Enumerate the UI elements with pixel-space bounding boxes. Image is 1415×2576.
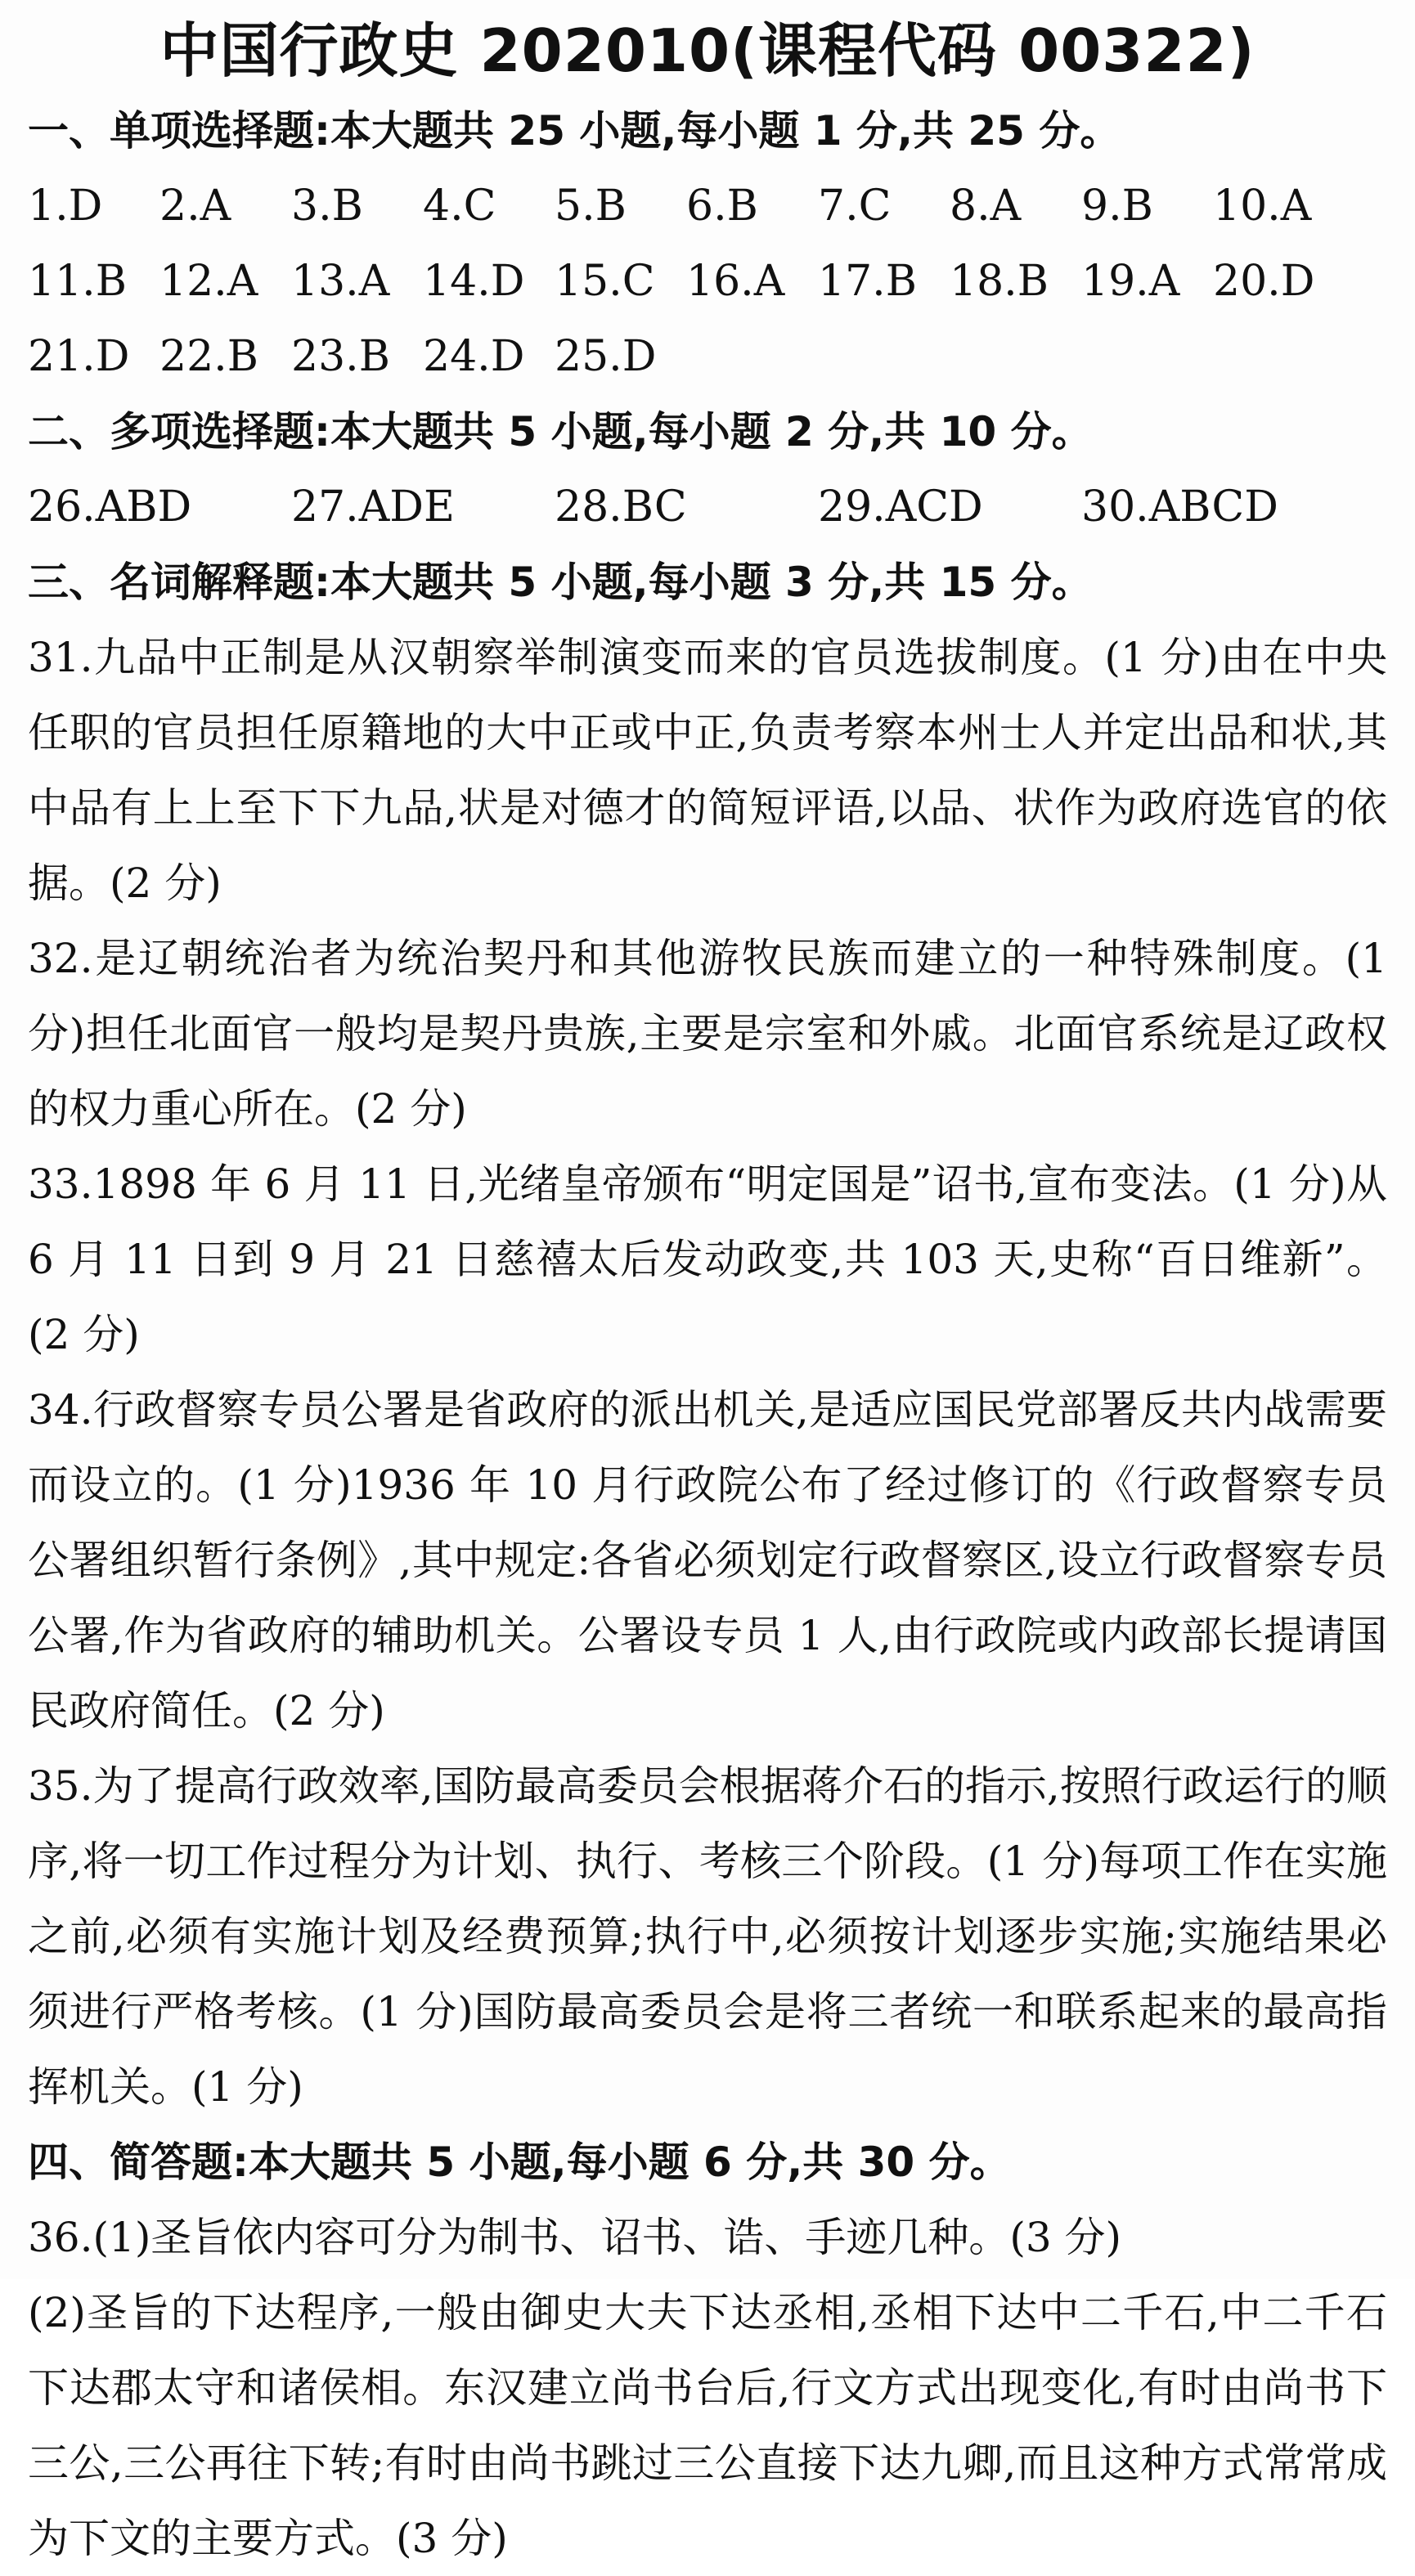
answer-paragraph-32: 32.是辽朝统治者为统治契丹和其他游牧民族而建立的一种特殊制度。(1 分)担任北面官一般均是契丹贵族,主要是宗室和外戚。北面官系统是辽政权的权力重心所在。(2 分) — [28, 935, 1387, 1133]
answer-item: 10.A — [1213, 182, 1312, 231]
answer-row — [28, 244, 1387, 319]
answer-paragraph-35: 35.为了提高行政效率,国防最高委员会根据蒋介石的指示,按照行政运行的顺序,将一切工作过程分为计划、执行、考核三个阶段。(1 分)每项工作在实施之前,必须有实施计划及经费预算;执行中,必须按计划逐步实施;实施结果必须进行严格考核。(1 分)国防最高委员会是将三者统一和联系起来的最高指挥机关。(1 分) — [28, 1762, 1387, 2111]
answer-item: 28.BC — [555, 482, 687, 532]
answer-paragraph-33: 33.1898 年 6 月 11 日,光绪皇帝颁布“明定国是”诏书,宣布变法。(1 分)从 6 月 11 日到 9 月 21 日慈禧太后发动政变,共 103 天,史称“百日维新”。(2 分) — [28, 1160, 1387, 1358]
answer-item: 5.B — [555, 182, 627, 231]
section-heading-single-choice: 一、单项选择题:本大题共 25 小题,每小题 1 分,共 25 分。 — [28, 107, 1121, 155]
answer-item: 14.D — [423, 257, 525, 306]
answer-item: 19.A — [1081, 257, 1180, 306]
answer-item: 30.ABCD — [1081, 482, 1278, 532]
answer-row — [28, 168, 1387, 244]
answer-item: 6.B — [686, 182, 758, 231]
answer-item: 11.B — [28, 257, 127, 306]
answer-item: 8.A — [950, 182, 1022, 231]
answer-paragraph-36-part2: (2)圣旨的下达程序,一般由御史大夫下达丞相,丞相下达中二千石,中二千石下达郡太守和诸侯相。东汉建立尚书台后,行文方式出现变化,有时由尚书下三公,三公再往下转;有时由尚书跳过三公直接下达九卿,而且这种方式常常成为下文的主要方式。(3 分) — [28, 2289, 1387, 2562]
answer-item: 18.B — [950, 257, 1049, 306]
answer-item: 16.A — [686, 257, 785, 306]
answer-row — [28, 319, 1387, 394]
answer-item: 9.B — [1081, 182, 1153, 231]
answer-item: 13.A — [291, 257, 390, 306]
section-heading-term-explanation: 三、名词解释题:本大题共 5 小题,每小题 3 分,共 15 分。 — [28, 559, 1093, 606]
answer-item: 27.ADE — [291, 482, 455, 532]
answer-item: 26.ABD — [28, 482, 192, 532]
answer-row — [28, 469, 1387, 545]
answer-item: 3.B — [291, 182, 363, 231]
section-heading-short-answer: 四、简答题:本大题共 5 小题,每小题 6 分,共 30 分。 — [28, 2138, 1011, 2186]
answer-item: 25.D — [555, 332, 657, 381]
section-heading-multiple-choice: 二、多项选择题:本大题共 5 小题,每小题 2 分,共 10 分。 — [28, 408, 1093, 456]
page-title: 中国行政史 202010(课程代码 00322) — [159, 16, 1256, 85]
answer-item: 4.C — [423, 182, 496, 231]
answer-item: 15.C — [555, 257, 655, 306]
answer-item: 21.D — [28, 332, 130, 381]
answer-item: 2.A — [159, 182, 231, 231]
answer-item: 23.B — [291, 332, 390, 381]
answer-item: 29.ACD — [818, 482, 983, 532]
answer-item: 7.C — [818, 182, 892, 231]
answer-item: 24.D — [423, 332, 525, 381]
answer-item: 1.D — [28, 182, 103, 231]
answer-paragraph-34: 34.行政督察专员公署是省政府的派出机关,是适应国民党部署反共内战需要而设立的。(1 分)1936 年 10 月行政院公布了经过修订的《行政督察专员公署组织暂行条例》,其中规定:各省必须划定行政督察区,设立行政督察专员公署,作为省政府的辅助机关。公署设专员 1 人,由行政院或内政部长提请国民政府简任。(2 分) — [28, 1386, 1387, 1735]
answer-item: 17.B — [818, 257, 917, 306]
answer-paragraph-31: 31.九品中正制是从汉朝察举制演变而来的官员选拔制度。(1 分)由在中央任职的官员担任原籍地的大中正或中正,负责考察本州士人并定出品和状,其中品有上上至下下九品,状是对德才的简短评语,以品、状作为政府选官的依据。(2 分) — [28, 634, 1387, 907]
answer-paragraph-36-part1: 36.(1)圣旨依内容可分为制书、诏书、诰、手迹几种。(3 分) — [28, 2214, 1122, 2261]
answer-item: 20.D — [1213, 257, 1315, 306]
answer-item: 22.B — [159, 332, 258, 381]
answer-item: 12.A — [159, 257, 258, 306]
